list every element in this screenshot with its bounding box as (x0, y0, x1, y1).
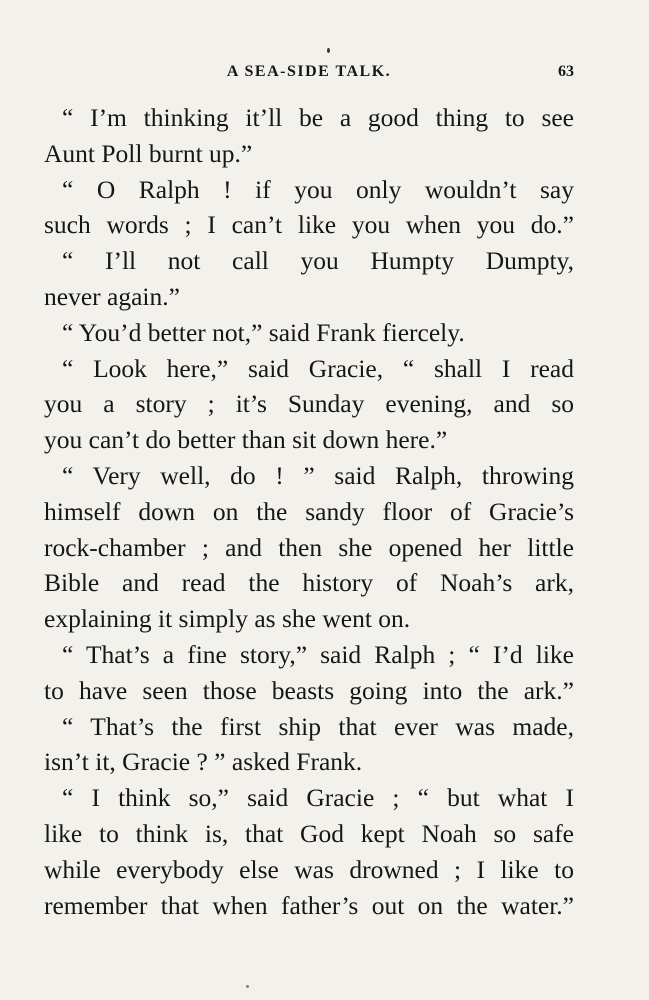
text-line: you can’t do better than sit down here.” (44, 425, 448, 455)
text-line: “ O Ralph ! if you only wouldn’t say (62, 174, 574, 204)
text-line: “ That’s a fine story,” said Ralph ; “ I’d like (62, 639, 574, 669)
text-line: “ I’ll not call you Humpty Dumpty, (62, 246, 574, 276)
text-line: isn’t it, Gracie ? ” asked Frank. (44, 747, 363, 777)
text-line: like to think is, that God kept Noah so safe (44, 818, 574, 848)
running-title: A SEA-SIDE TALK. (226, 63, 392, 80)
text-line: “ I’m thinking it’ll be a good thing to see (62, 103, 574, 132)
text-line: Bible and read the history of Noah’s ark, (44, 568, 574, 598)
text-line: “ I think so,” said Gracie ; “ but what I (62, 783, 574, 813)
text-line: you a story ; it’s Sunday evening, and so (44, 389, 574, 419)
text-line: while everybody else was drowned ; I like to (44, 854, 574, 884)
text-line: remember that when father’s out on the water.” (44, 890, 574, 920)
text-line: explaining it simply as she went on. (44, 604, 411, 634)
text-line: such words ; I can’t like you when you do.” (44, 210, 574, 240)
page-header (44, 63, 574, 85)
text-line: Aunt Poll burnt up.” (44, 138, 253, 168)
text-line: to have seen those beasts going into the ark.” (44, 675, 574, 705)
paper-speck (246, 985, 249, 988)
text-line: “ Look here,” said Gracie, “ shall I read (62, 353, 574, 383)
text-line: rock-chamber ; and then she opened her little (44, 532, 574, 562)
text-line: “ You’d better not,” said Frank fiercely. (62, 317, 465, 347)
body-text (44, 100, 574, 923)
text-line: himself down on the sandy floor of Gracie’s (44, 496, 574, 526)
text-line: “ Very well, do ! ” said Ralph, throwing (62, 460, 574, 490)
text-line: “ That’s the first ship that ever was made, (62, 711, 574, 741)
paper-speck (327, 48, 330, 53)
page-number: 63 (558, 63, 574, 80)
text-line: never again.” (44, 281, 180, 311)
